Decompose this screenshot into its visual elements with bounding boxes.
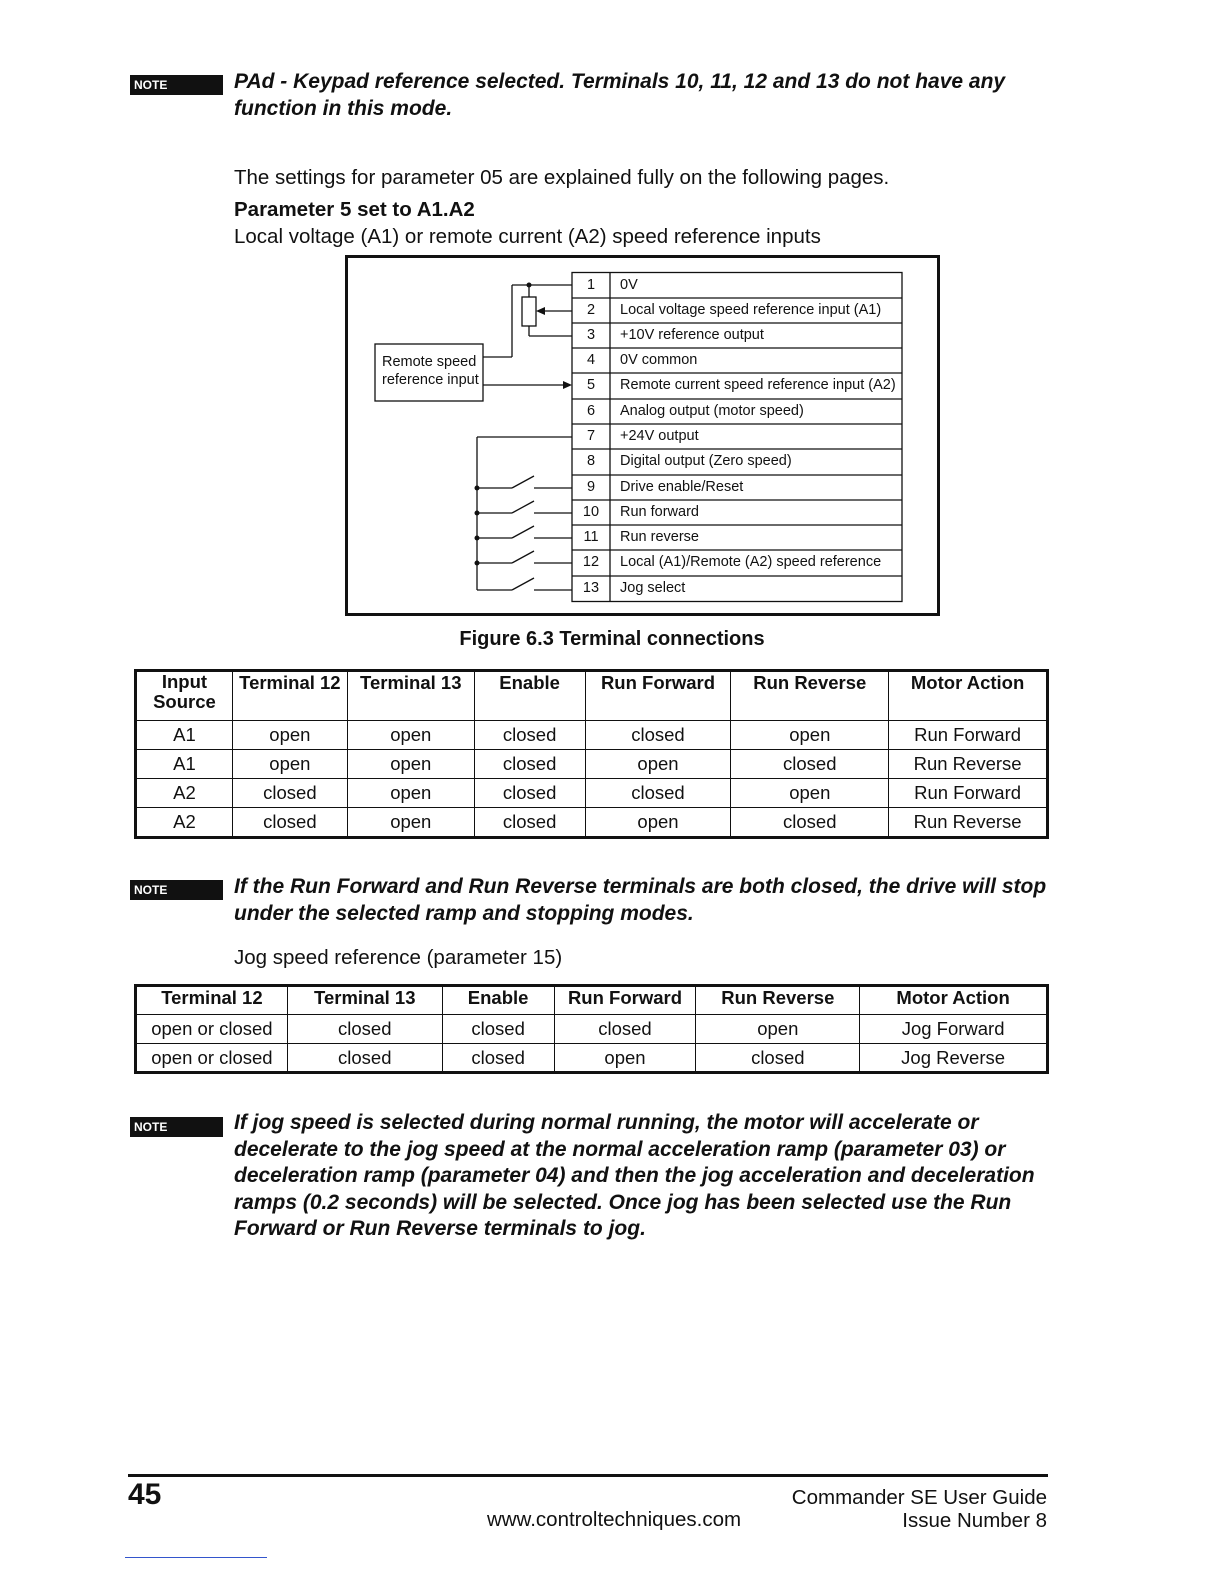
- terminal-label: 0V: [620, 277, 638, 293]
- terminal-row: [572, 348, 902, 373]
- table-row: [137, 808, 1047, 837]
- terminal-row: [572, 323, 902, 348]
- table-cell: closed: [474, 808, 585, 837]
- header-cell: Terminal 12: [232, 672, 347, 721]
- table-cell: closed: [474, 779, 585, 808]
- terminal-number: 11: [583, 529, 599, 545]
- header-cell: Enable: [474, 672, 585, 721]
- note-badge: NOTE: [130, 1117, 223, 1137]
- terminal-number: 12: [582, 554, 600, 570]
- table-header-row: [137, 987, 1047, 1015]
- terminal-label: Digital output (Zero speed): [620, 453, 792, 469]
- table-cell: A2: [137, 808, 233, 837]
- terminal-number: 2: [586, 302, 596, 318]
- table-cell: A1: [137, 750, 233, 779]
- table-cell: open: [585, 750, 731, 779]
- terminal-row: [572, 273, 902, 298]
- table-cell: closed: [232, 779, 347, 808]
- header-cell: Run Reverse: [731, 672, 889, 721]
- parameter-heading: Parameter 5 set to A1.A2: [234, 198, 475, 221]
- table-cell: open: [232, 721, 347, 750]
- footer-rule: [128, 1474, 1048, 1477]
- table-cell: open: [347, 779, 474, 808]
- note-text: PAd - Keypad reference selected. Terminals 10, 11, 12 and 13 do not have any function in this mode.: [234, 70, 1006, 120]
- terminal-row: [572, 525, 902, 550]
- terminal-label: +24V output: [620, 428, 699, 444]
- footer-url[interactable]: www.controltechniques.com: [486, 1508, 742, 1531]
- table-row: [137, 1015, 1047, 1044]
- jog-table: [136, 986, 1047, 1073]
- table-row: [137, 779, 1047, 808]
- terminal-number: 9: [586, 479, 596, 495]
- page-number: 45: [128, 1478, 162, 1511]
- header-cell: Run Reverse: [696, 987, 860, 1015]
- terminal-label: Drive enable/Reset: [620, 479, 744, 495]
- terminal-label: Local voltage speed reference input (A1): [620, 302, 882, 318]
- note-badge: NOTE: [130, 75, 223, 95]
- terminal-row: [572, 399, 902, 424]
- terminal-number: 10: [582, 504, 600, 520]
- table-cell: closed: [731, 808, 889, 837]
- table-cell: open: [585, 808, 731, 837]
- table-cell: open: [696, 1015, 860, 1044]
- table-row: [137, 1044, 1047, 1073]
- table-cell: open: [232, 750, 347, 779]
- table-row: [137, 721, 1047, 750]
- table-cell: closed: [474, 750, 585, 779]
- footer-guide-info: [792, 1486, 1047, 1532]
- table-cell: open: [347, 750, 474, 779]
- issue-number: Issue Number 8: [902, 1509, 1047, 1532]
- table-cell: Run Reverse: [889, 808, 1047, 837]
- terminal-label: +10V reference output: [620, 327, 764, 343]
- header-cell: Enable: [442, 987, 554, 1015]
- terminal-label: Analog output (motor speed): [620, 403, 804, 419]
- table-cell: open: [347, 721, 474, 750]
- table-cell: open: [731, 779, 889, 808]
- terminal-row: [572, 550, 902, 575]
- header-cell: Terminal 12: [137, 987, 288, 1015]
- terminal-number: 6: [586, 403, 596, 419]
- terminal-row: [572, 298, 902, 323]
- terminal-label: Jog select: [620, 580, 686, 596]
- table-row: [137, 750, 1047, 779]
- table-cell: closed: [585, 779, 731, 808]
- terminal-row: [572, 424, 902, 449]
- table-cell: closed: [232, 808, 347, 837]
- table-cell: Run Reverse: [889, 750, 1047, 779]
- header-cell: Terminal 13: [347, 672, 474, 721]
- table-cell: closed: [696, 1044, 860, 1073]
- terminal-label: Run reverse: [620, 529, 699, 545]
- table-cell: closed: [474, 721, 585, 750]
- header-cell: Run Forward: [585, 672, 731, 721]
- terminal-number: 7: [586, 428, 596, 444]
- table-cell: Run Forward: [889, 779, 1047, 808]
- table-cell: closed: [442, 1044, 554, 1073]
- table-cell: open: [554, 1044, 696, 1073]
- header-cell: Terminal 13: [287, 987, 442, 1015]
- intro-text: The settings for parameter 05 are explained fully on the following pages.: [234, 166, 890, 189]
- terminal-label: Local (A1)/Remote (A2) speed reference: [620, 554, 882, 570]
- note-badge: NOTE: [130, 880, 223, 900]
- table-cell: closed: [731, 750, 889, 779]
- table-cell: open or closed: [137, 1015, 288, 1044]
- terminal-number: 5: [586, 377, 596, 393]
- table-cell: A2: [137, 779, 233, 808]
- parameter-subtitle: Local voltage (A1) or remote current (A2) speed reference inputs: [234, 225, 821, 248]
- terminal-number: 13: [582, 580, 600, 596]
- header-cell: Input Source: [137, 672, 233, 721]
- note-text: If jog speed is selected during normal running, the motor will accelerate or decelerate to the jog speed at the normal acceleration ramp (parameter 03) or deceleration ramp (parameter 04) and then the jog acceleration and deceleration ramps (0.2 seconds) will be selected. Once jog has been selected use the Run Forward or Run Reverse terminals to jog.: [234, 1111, 1035, 1240]
- terminal-number: 1: [586, 277, 596, 293]
- terminal-number: 4: [586, 352, 596, 368]
- terminal-row: [572, 475, 902, 500]
- footer-link-underline: [125, 1557, 267, 1558]
- header-cell: Run Forward: [554, 987, 696, 1015]
- remote-speed-box: Remote speed reference input: [382, 354, 479, 388]
- table-cell: open: [731, 721, 889, 750]
- table-header-row: [137, 672, 1047, 721]
- figure-caption: Figure 6.3 Terminal connections: [459, 628, 765, 650]
- terminal-row: [572, 449, 902, 474]
- table-cell: Run Forward: [889, 721, 1047, 750]
- terminal-number: 8: [586, 453, 596, 469]
- header-cell: Motor Action: [860, 987, 1047, 1015]
- table-cell: closed: [442, 1015, 554, 1044]
- terminal-row: [572, 500, 902, 525]
- terminal-row: [572, 576, 902, 601]
- terminal-label: Run forward: [620, 504, 699, 520]
- table-cell: open: [347, 808, 474, 837]
- table-cell: A1: [137, 721, 233, 750]
- terminal-table: [136, 671, 1047, 837]
- terminal-row: [572, 373, 902, 398]
- table-cell: closed: [287, 1044, 442, 1073]
- table-cell: open or closed: [137, 1044, 288, 1073]
- table-cell: closed: [287, 1015, 442, 1044]
- terminal-label: Remote current speed reference input (A2): [620, 377, 896, 393]
- jog-heading: Jog speed reference (parameter 15): [234, 946, 563, 969]
- table-cell: closed: [585, 721, 731, 750]
- note-text: If the Run Forward and Run Reverse terminals are both closed, the drive will stop under the selected ramp and stopping modes.: [234, 875, 1047, 925]
- terminal-label: 0V common: [620, 352, 698, 368]
- table-cell: closed: [554, 1015, 696, 1044]
- table-cell: Jog Reverse: [860, 1044, 1047, 1073]
- header-cell: Motor Action: [889, 672, 1047, 721]
- guide-title: Commander SE User Guide: [791, 1486, 1047, 1509]
- terminal-number: 3: [586, 327, 596, 343]
- table-cell: Jog Forward: [860, 1015, 1047, 1044]
